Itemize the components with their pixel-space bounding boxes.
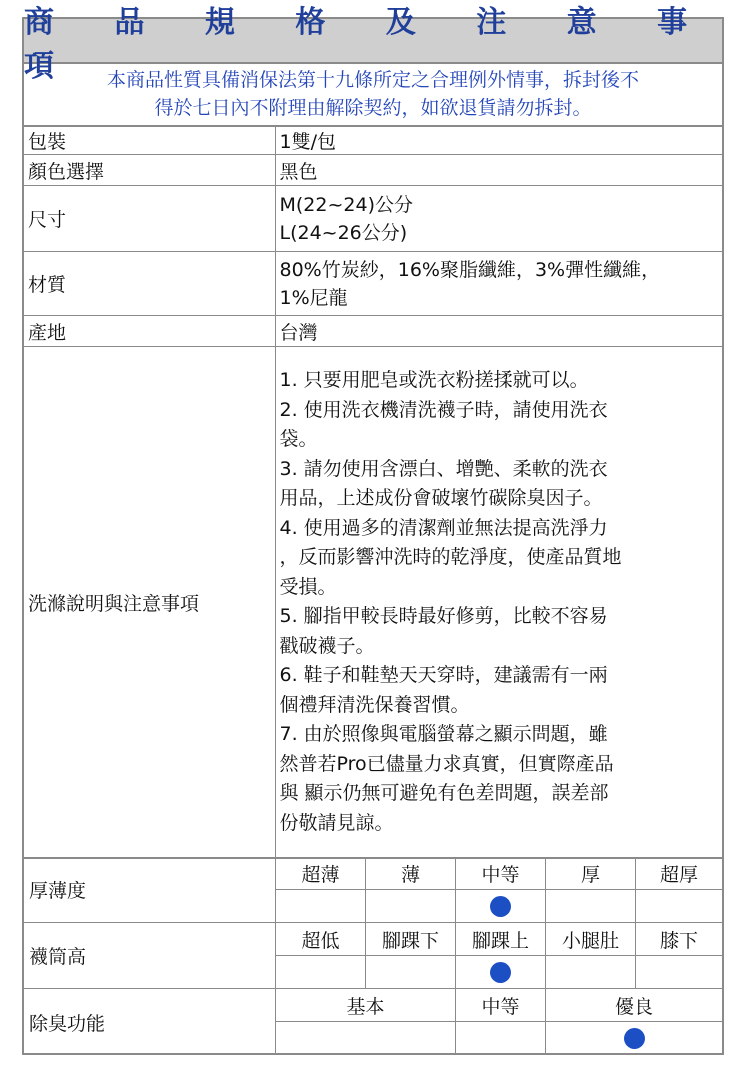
care-line: 7. 由於照像與電腦螢幕之顯示問題，雖 xyxy=(279,723,608,745)
color-value: 黑色 xyxy=(275,155,722,186)
size-label: 尺寸 xyxy=(24,186,275,252)
care-line: 份敬請見諒。 xyxy=(279,811,394,834)
sock-height-option: 腳踝下 xyxy=(366,923,456,956)
sock-height-slot xyxy=(546,956,636,989)
care-line: 然普若Pro已儘量力求真實，但實際產品 xyxy=(279,752,614,775)
care-line: 與 顯示仍無可避免有色差問題，誤差部 xyxy=(279,782,609,804)
thickness-slot xyxy=(456,890,546,923)
care-line: 2. 使用洗衣機清洗襪子時，請使用洗衣 xyxy=(279,398,608,421)
packaging-label: 包裝 xyxy=(24,127,275,155)
thickness-option: 超厚 xyxy=(636,857,722,890)
deodorize-option: 中等 xyxy=(456,989,546,1022)
care-label: 洗滌說明與注意事項 xyxy=(24,347,275,859)
care-line: ，反而影響沖洗時的乾淨度，使產品質地 xyxy=(279,546,622,568)
notice-line-2: 得於七日內不附理由解除契約，如欲退貨請勿拆封。 xyxy=(154,97,592,119)
ratings-grid xyxy=(24,857,722,1055)
sock-height-option: 小腿肚 xyxy=(546,923,636,956)
thickness-label: 厚薄度 xyxy=(24,857,276,923)
origin-label: 產地 xyxy=(24,316,275,347)
sock-height-slot xyxy=(456,956,546,989)
care-line: 受損。 xyxy=(279,575,337,598)
care-line: 袋。 xyxy=(279,428,318,450)
material-label: 材質 xyxy=(24,252,275,316)
material-line-2: 1%尼龍 xyxy=(279,286,348,309)
care-line: 1. 只要用肥皂或洗衣粉搓揉就可以。 xyxy=(279,369,589,391)
deodorize-slot xyxy=(456,1022,546,1055)
thickness-option: 中等 xyxy=(456,857,546,890)
care-line: 用品，上述成份會破壞竹碳除臭因子。 xyxy=(279,487,603,509)
care-line: 4. 使用過多的清潔劑並無法提高洗淨力 xyxy=(279,516,608,539)
thickness-option: 超薄 xyxy=(276,857,366,890)
sock-height-option: 膝下 xyxy=(636,923,722,956)
row-color xyxy=(24,155,722,186)
care-instructions xyxy=(275,347,722,859)
thickness-slot xyxy=(546,890,636,923)
deodorize-slot xyxy=(546,1022,722,1055)
selected-dot xyxy=(490,896,511,917)
sock-height-slot xyxy=(276,956,366,989)
thickness-slot xyxy=(366,890,456,923)
size-value xyxy=(275,186,722,252)
material-value xyxy=(275,252,722,316)
origin-value: 台灣 xyxy=(275,316,722,347)
thickness-slot xyxy=(276,890,366,923)
care-line: 5. 腳指甲較長時最好修剪，比較不容易 xyxy=(279,605,608,627)
spec-table xyxy=(24,127,722,859)
selected-dot xyxy=(490,962,511,983)
row-material xyxy=(24,252,722,316)
notice-line-1: 本商品性質具備消保法第十九條所定之合理例外情事，拆封後不 xyxy=(106,69,639,91)
thickness-option: 薄 xyxy=(366,857,456,890)
size-line-1: M(22~24)公分 xyxy=(279,193,413,216)
sock-height-slot xyxy=(636,956,722,989)
care-line: 戳破襪子。 xyxy=(279,634,375,657)
deodorize-slot xyxy=(276,1022,456,1055)
thickness-slot xyxy=(636,890,722,923)
thickness-option: 厚 xyxy=(546,857,636,890)
packaging-value: 1雙/包 xyxy=(275,127,722,155)
spec-title: 商 品 規 格 及 注 意 事 項 xyxy=(24,4,713,84)
sock-height-option: 腳踝上 xyxy=(456,923,546,956)
sock-height-slot xyxy=(366,956,456,989)
deodorize-option: 優良 xyxy=(546,989,722,1022)
row-size xyxy=(24,186,722,252)
deodorize-option: 基本 xyxy=(276,989,456,1022)
color-label: 顏色選擇 xyxy=(24,155,275,186)
return-policy-notice xyxy=(24,62,722,127)
care-line: 個禮拜清洗保養習慣。 xyxy=(279,693,470,716)
care-line: 6. 鞋子和鞋墊天天穿時，建議需有一兩 xyxy=(279,664,608,686)
material-line-1: 80%竹炭紗，16%聚脂纖維，3%彈性纖維， xyxy=(279,258,661,281)
row-origin xyxy=(24,316,722,347)
row-care xyxy=(24,347,722,859)
care-line: 3. 請勿使用含漂白、增艷、柔軟的洗衣 xyxy=(279,457,608,480)
sock-height-option: 超低 xyxy=(276,923,366,956)
selected-dot xyxy=(624,1028,645,1049)
sock-height-label: 襪筒高 xyxy=(24,923,276,989)
row-packaging xyxy=(24,127,722,155)
size-line-2: L(24~26公分) xyxy=(279,221,408,244)
spec-sheet xyxy=(22,4,724,1055)
deodorize-label: 除臭功能 xyxy=(24,989,276,1055)
